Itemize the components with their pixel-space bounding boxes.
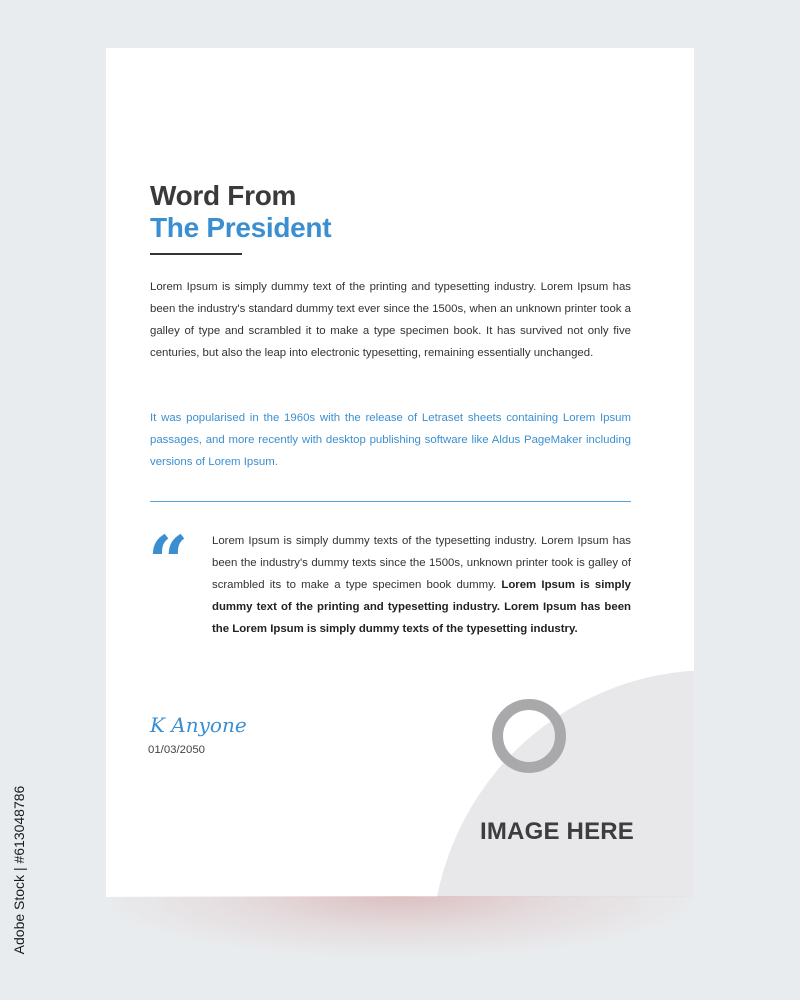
title-underline (150, 253, 242, 255)
quote-text-regular: Lorem Ipsum is simply dummy texts of the typesetting industry. Lorem Ipsum has been the industry's dummy texts since the 1500s, unknown printer took is galley of scrambled its to make a type specimen book dummy. (212, 535, 631, 591)
body-paragraph-2: It was popularised in the 1960s with the release of Letraset sheets containing Lorem Ipsum passages, and more recently with desktop publishing software like Aldus PageMaker including versions of Lorem Ipsum. (150, 412, 631, 468)
letter-page (106, 48, 694, 897)
quote-block (212, 530, 631, 640)
stock-caption-text: Adobe Stock | #613048786 (11, 785, 27, 955)
page-shadow (110, 896, 690, 956)
ring-decoration (492, 699, 566, 773)
quote-text-bold: Lorem Ipsum is simply dummy text of the printing and typesetting industry. Lorem Ipsum has been the Lorem Ipsum is simply dummy texts of the typesetting industry. (212, 579, 631, 635)
title-line-2: The President (150, 212, 332, 243)
body-paragraph-1: Lorem Ipsum is simply dummy text of the printing and typesetting industry. Lorem Ipsum has been the industry's standard dummy text ever since the 1500s, when an unknown printer took a galley of type and scrambled it to make a type specimen book. It has survived not only five centuries, but also the leap into electronic typesetting, remaining essentially unchanged. (150, 281, 631, 359)
title-line-1: Word From (150, 180, 297, 211)
image-placeholder-label: IMAGE HERE (480, 818, 635, 845)
quote-icon: “ (148, 522, 188, 566)
letter-date: 01/03/2050 (148, 744, 206, 756)
stock-caption (8, 760, 30, 980)
section-divider (150, 501, 631, 502)
signature: K Anyone (150, 713, 247, 737)
photo-placeholder-shape (432, 670, 694, 897)
